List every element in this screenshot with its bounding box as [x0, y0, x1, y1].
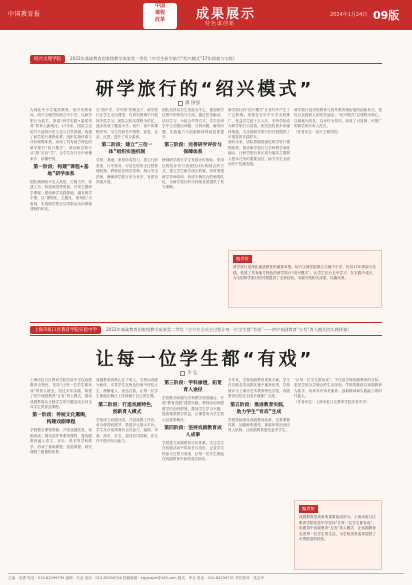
article1-column-2	[96, 108, 158, 308]
page-footer: 主编：吴勇 电话：010-82296739 编辑：代金 电话：010-82296726 投稿邮箱：zgjybsjzk@163.com 版式：李戈 电话：010-82296731 责任校对：张志华	[8, 576, 264, 580]
paragraph: 学校整合课程资源，开发戏剧欣赏、戏剧表演、剧本创作等系列课程，将戏剧教育融入语文、音乐、美术等学科教学，形成了基础课程、拓展课程、研究课程三级课程体系。	[30, 428, 92, 455]
column-badge	[143, 3, 177, 29]
article2-column-5	[294, 378, 382, 496]
editor-note-text: 研学旅行是深化素质教育的重要举措。绍兴文理学院联合当地中小学，历经17年探索与实践，构建了具有地方特色的研学旅行“绍兴模式”，让学生在行走中学习、在实践中成长，为全国研学旅行的开展提供了宝贵经验。本版刊发相关成果，以飨读者。	[233, 265, 376, 281]
article1-column-1	[30, 108, 92, 308]
article1-title: 研学旅行的“绍兴模式”	[95, 79, 315, 100]
article2-column-4	[228, 378, 290, 570]
paragraph: 研学旅行是学校教育与校外教育相衔接的创新形式，是综合实践育人的有效途径。“绍兴模式”以课程为核心、以基地为依托、以评价为导向，形成了可复制、可推广的研学旅行育人范式。	[294, 108, 382, 129]
subheading: 第二阶段：打造戏剧特色，创新育人模式	[98, 402, 156, 415]
article2-editor-note	[294, 500, 382, 570]
article2-tag-row	[30, 325, 351, 334]
article2-column-3	[162, 378, 224, 570]
editor-note-text: 戏剧教育是美育的重要组成部分。上海市虹口区教育学院实验中学坚持“让每一位学生都有戏”，构建初中戏剧教育“五有”育人模式，让戏剧教育走进每一位学生的生活，为学校美育改革提供了可资借鉴的经验。	[299, 515, 376, 542]
article1-tag-row	[30, 54, 237, 63]
article1-editor-note	[228, 250, 382, 308]
newspaper-brand: 中国教育报	[8, 11, 41, 18]
article2-author: 李 弘	[187, 371, 198, 376]
divider	[8, 573, 404, 574]
issue-date: 2024年1月24日	[330, 12, 368, 18]
subheading: 第四阶段：坚持戏剧教育成人成事	[164, 426, 222, 439]
paragraph: 学校成立戏剧社团，开设戏剧工作坊，举办校园戏剧节，搭建多元展示平台。学生从台前到幕后全员参与，编剧、导演、演员、灯光、道具各司其职，在合作中提升综合能力。	[96, 417, 158, 444]
paragraph: 戏剧教育的核心在于育人。学校以戏剧为载体，引导学生在角色扮演中体验人生、理解他人、表达自我，让每一位学生都能在舞台上找到属于自己的位置。	[96, 378, 158, 399]
paragraph: 上海市虹口区教育学院实验中学以戏剧教育为特色，坚持“让每一位学生都有戏”的育人理念，经过多年实践，构建了初中戏剧教育“五有”育人模式，推动戏剧教育从少数学生的兴趣活动走向全体学生的普及课程。	[30, 378, 92, 410]
paragraph: 为深化中小学素质教育，绍兴市教育局、绍兴文理学院联合中小学，以研学旅行为抓手，探索“研学实践+素质培养”的育人新路径。17年来，团队立足绍兴丰富的历史文化与自然资源，构建了研学旅行课程体系、组织实施体系与评价保障体系，形成了具有地方特色的研学旅行“绍兴模式”，推动研学旅行从“游”走向“学”，让学生在行走中读懂家乡、读懂中国。	[30, 108, 92, 161]
paragraph: （作者单位：上海市虹口区教育学院实验中学）	[294, 399, 370, 404]
article2-column-2	[96, 378, 158, 570]
article1-tag-desc: 2022年基础教育国家级教学成果奖一等奖《中学生研学旅行“绍兴模式”17年探索与实践》	[70, 55, 237, 61]
page-header	[0, 0, 412, 30]
paragraph: 面向未来，团队将继续深化研学旅行课程改革，推动研学旅行与学科教学深度融合，让研学旅行真正成为落实立德树人根本任务的重要途径，助力学生全面而有个性地发展。	[228, 140, 290, 167]
editor-note-tag: 编者按	[233, 255, 252, 263]
subheading: 第三阶段：完善研学评价与保障体系	[164, 143, 222, 156]
section-title: 成果展示	[196, 7, 257, 22]
paragraph: 学校推动戏剧与学科教学深度融合，开展“教育戏剧”课堂实践，教师运用戏剧教学法创设情境，激发学生学习兴趣，提高课堂教学效益，让课堂成为学生展示自我的舞台。	[162, 396, 224, 422]
article2-tag: 上海市虹口区教育学院实验中学	[30, 326, 101, 334]
subheading: 第一阶段：传统文化熏陶，构建戏剧课程	[32, 413, 90, 426]
article1-author: 潘 国强	[185, 101, 200, 106]
badge-line: 改革	[154, 17, 165, 23]
article2-column-1	[30, 378, 92, 570]
byline-icon	[178, 101, 183, 106]
subheading: 第五阶段：推进教育实践，助力学生“有戏”生成	[230, 402, 288, 415]
paragraph: 学校建立戏剧教育评价体系，关注学生在戏剧活动中的成长与变化，记录学生的参与过程与表现，让每一位学生都能在戏剧教育中获得成功体验。	[162, 441, 224, 462]
paragraph: 研制研学旅行学生发展评价指标，采用过程性评价与表现性评价相结合的方式，建立学生研学成长档案。同时加强研学导师培训，形成专兼结合的师资队伍，为研学旅行的可持续发展提供了有力保障。	[162, 158, 224, 190]
paragraph: 在“游中学、学中游”的理念下，研学旅行让学生走出课堂，在真实情境中开展探究性学习。团队以校本课程为依托，逐步形成了覆盖小学、初中、高中的课程序列，学生在研学中观察、体验、记录、反思，提升了综合素养。	[96, 108, 158, 140]
paragraph: （作者单位：绍兴文理学院）	[294, 129, 341, 134]
page-number: 09版	[373, 9, 400, 22]
subheading: 第一阶段：构建“课程+基地”研学体系	[33, 165, 89, 178]
article1-tag: 绍兴文理学院	[30, 55, 65, 63]
article1-byline	[178, 100, 200, 106]
divider	[30, 335, 382, 336]
paragraph: 学校、基地、家庭协同发力，建立行前准备、行中指导、行后总结的全过程管理机制。教师担任研学导师，制订安全预案，确保研学旅行安全有序、有质有效地开展。	[96, 158, 158, 185]
paragraph: 研学旅行的“绍兴模式”在省内外产生了广泛影响。成果在全市中小学全面推广，受益学生数十万人次，多所学校成为研学旅行示范校。相关经验被多家媒体报道，为全国研学旅行的开展提供了可借鉴的实践样本。	[228, 108, 290, 140]
article2-title: 让每一位学生都“有戏”	[95, 349, 315, 370]
paragraph: 团队梳理绍兴名人故居、古镇古村、非遗工坊、科技场馆等资源，开发主题研学课程，建设研学实践基地，编写研学手册，以“课程化、主题化、系列化”为原则，实现研学旅行从零散活动向系统课程的转变。	[30, 180, 92, 212]
article2-byline	[180, 370, 197, 376]
article1-column-4	[228, 108, 290, 248]
article2-tag-desc: 2022年基础教育国家级教学成果奖二等奖《全方位全员全过程让每一位学生都“有戏”——初中戏剧教育“五有”育人模式的实践探索》	[106, 326, 352, 332]
paragraph: 学校持续深化戏剧教育改革，完善课程体系，加强师资建设，探索家校社协同育人机制，让戏剧教育惠及更多学生。	[228, 417, 290, 433]
subheading: 第三阶段：学科渗透，拓宽育人途径	[164, 381, 222, 393]
section-subtitle: 特色谋创新	[205, 21, 236, 27]
subheading: 第二阶段：建立“三位一体”组织实施机制	[101, 143, 153, 156]
divider	[30, 322, 382, 323]
editor-note-tag: 编者按	[299, 505, 318, 513]
badge-line: 中国	[154, 3, 165, 9]
paragraph: 团队坚持以学生发展为中心，重视研学过程中的体验与生成。通过任务驱动、项目学习、小组合作等方式，学生在研学中主动提出问题、分析问题、解决问题，实践能力与创新精神得到显著提升。	[162, 108, 224, 140]
paragraph: “让每一位学生都有戏”，不仅是学校戏剧教育的目标，更是学校办学理念的生动体现。学校将继续以戏剧教育为抓手，培养具有审美素养、创新精神和实践能力的时代新人。	[294, 378, 382, 399]
article1-column-3	[162, 108, 224, 308]
article1-column-5	[294, 108, 382, 248]
paragraph: 多年来，学校戏剧教育成果丰硕，学生在各级各类戏剧比赛中屡获佳绩，学校被评为上海市艺术教育特色学校，戏剧教育经验在全国多地推广交流。	[228, 378, 290, 399]
divider	[30, 63, 382, 64]
badge-line: 课程	[154, 10, 165, 16]
byline-icon	[180, 371, 185, 376]
